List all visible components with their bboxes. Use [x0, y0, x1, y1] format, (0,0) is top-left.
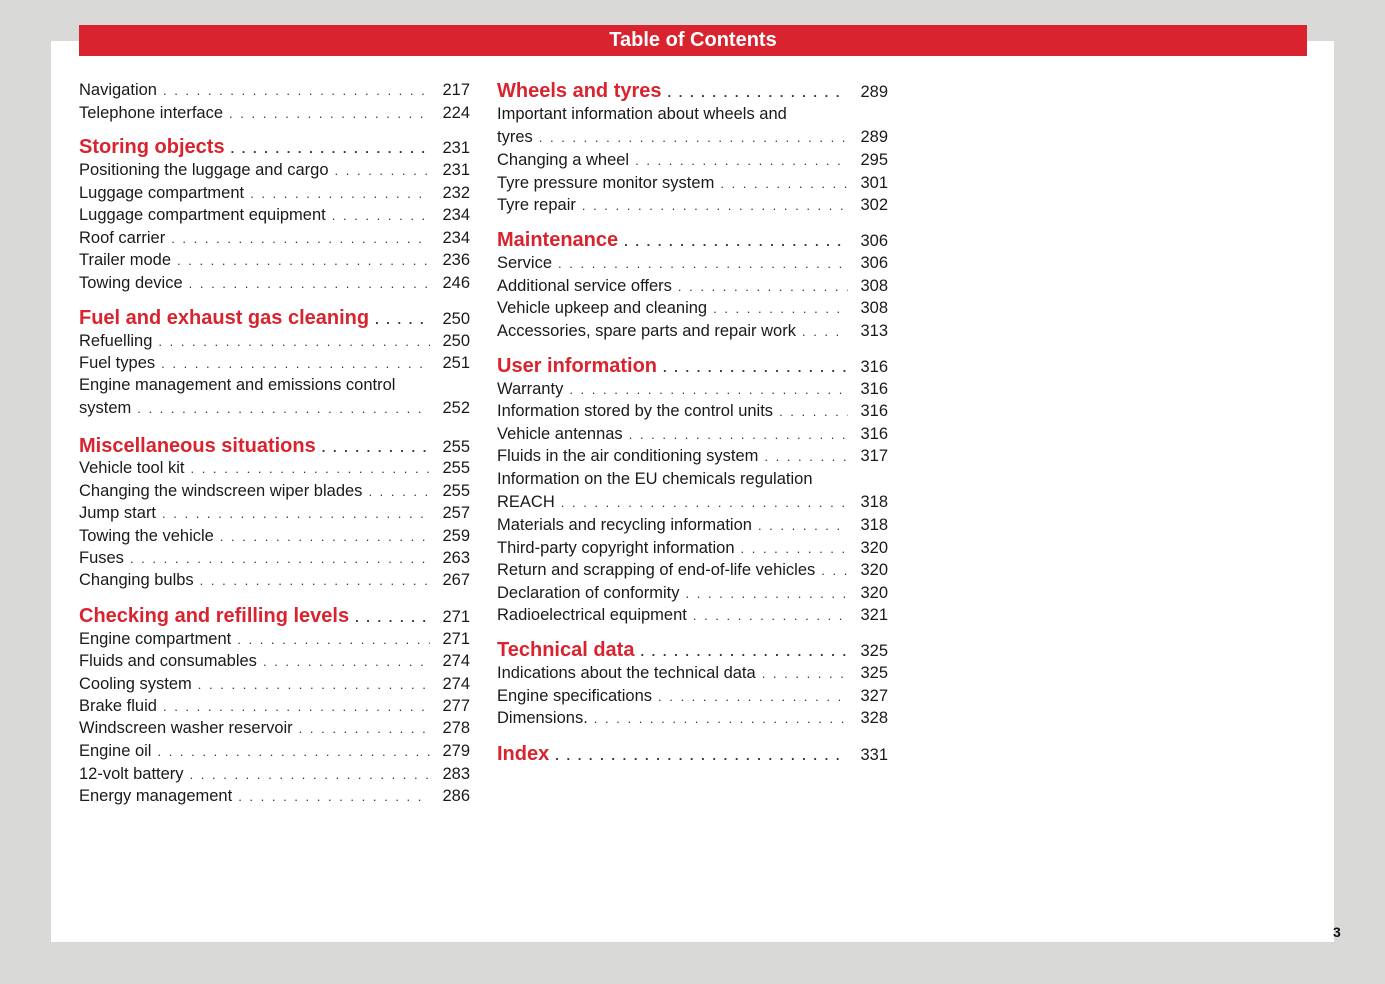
dot-leader [629, 423, 848, 446]
dot-leader [582, 194, 848, 217]
dot-leader [177, 249, 430, 272]
toc-entry[interactable] [497, 378, 888, 401]
toc-page-number: 274 [442, 675, 470, 693]
toc-page-number: 320 [860, 584, 888, 602]
toc-page-number: 327 [860, 687, 888, 705]
toc-entry-text: Accessories, spare parts and repair work [497, 322, 796, 340]
dot-leader [190, 763, 430, 786]
toc-entry-text: Radioelectrical equipment [497, 606, 687, 624]
toc-entry[interactable] [497, 604, 888, 627]
toc-entry[interactable] [79, 740, 470, 763]
toc-section-heading[interactable] [497, 77, 888, 105]
dot-leader [299, 717, 430, 740]
toc-entry-text: Brake fluid [79, 697, 157, 715]
dot-leader [802, 320, 848, 343]
toc-entry-text: Vehicle antennas [497, 425, 623, 443]
toc-heading-text: Fuel and exhaust gas cleaning [79, 307, 370, 329]
toc-heading-text: Miscellaneous situations [79, 435, 316, 457]
toc-page-number: 320 [860, 539, 888, 557]
toc-page-number: 289 [860, 128, 888, 146]
dot-leader [263, 650, 430, 673]
toc-page-number: 251 [442, 354, 470, 372]
toc-section-heading[interactable] [79, 602, 470, 630]
toc-entry[interactable] [79, 650, 470, 673]
toc-page-number: 316 [860, 402, 888, 420]
toc-entry[interactable] [497, 537, 888, 560]
toc-page-number: 231 [442, 161, 470, 179]
toc-section-heading[interactable] [497, 226, 888, 254]
dot-leader [594, 707, 848, 730]
toc-entry[interactable] [497, 103, 888, 150]
toc-page-number: 234 [442, 206, 470, 224]
toc-entry-text: Fuses [79, 549, 124, 567]
toc-entry-text: tyres [497, 128, 533, 146]
dot-leader [758, 514, 848, 537]
toc-entry[interactable] [79, 79, 470, 102]
toc-entry[interactable] [497, 582, 888, 605]
toc-entry-text: Service [497, 254, 553, 272]
toc-entry-text: Indications about the technical data [497, 664, 756, 682]
toc-page-number: 331 [860, 746, 888, 764]
toc-entry-text: Energy management [79, 787, 233, 805]
toc-entry[interactable] [79, 272, 470, 295]
toc-page-number: 316 [860, 358, 888, 376]
toc-section-heading[interactable] [79, 133, 470, 161]
toc-entry[interactable] [497, 707, 888, 730]
toc-entry-text: Windscreen washer reservoir [79, 719, 293, 737]
toc-entry[interactable] [497, 297, 888, 320]
toc-entry[interactable] [79, 227, 470, 250]
toc-entry[interactable] [79, 159, 470, 182]
dot-leader [229, 102, 430, 125]
toc-heading-text: Wheels and tyres [497, 80, 662, 102]
dot-leader [569, 378, 848, 401]
toc-entry-text: Fluids in the air conditioning system [497, 447, 759, 465]
toc-entry-text: Luggage compartment [79, 184, 245, 202]
toc-entry-text: Fluids and consumables [79, 652, 257, 670]
toc-page-number: 301 [860, 174, 888, 192]
toc-page-number: 286 [442, 787, 470, 805]
toc-section-heading[interactable] [497, 740, 888, 768]
toc-entry[interactable] [79, 480, 470, 503]
toc-page-number: 255 [442, 438, 470, 456]
dot-leader [162, 502, 430, 525]
toc-entry-text: Jump start [79, 504, 157, 522]
dot-leader [720, 172, 848, 195]
toc-entry[interactable] [497, 149, 888, 172]
toc-entry[interactable] [497, 559, 888, 582]
toc-entry-text: Cooling system [79, 675, 192, 693]
toc-entry-text: Refuelling [79, 332, 153, 350]
toc-entry[interactable] [497, 252, 888, 275]
toc-entry-text-line1: Information on the EU chemicals regulation [497, 470, 813, 488]
dot-leader [779, 400, 848, 423]
dot-leader [332, 204, 430, 227]
toc-entry[interactable] [497, 320, 888, 343]
toc-entry[interactable] [79, 102, 470, 125]
dot-leader [821, 559, 848, 582]
toc-title-bar: Table of Contents [79, 25, 1307, 56]
toc-entry[interactable] [79, 374, 470, 419]
dot-leader [158, 330, 430, 353]
dot-leader [558, 252, 848, 275]
toc-page-number: 263 [442, 549, 470, 567]
toc-entry-text: Engine compartment [79, 630, 232, 648]
toc-heading-text: Technical data [497, 639, 635, 661]
toc-heading-text: User information [497, 355, 658, 377]
dot-leader [368, 480, 430, 503]
toc-entry-text: Changing the windscreen wiper blades [79, 482, 363, 500]
toc-entry[interactable] [497, 514, 888, 537]
toc-entry[interactable] [79, 249, 470, 272]
dot-leader [741, 537, 848, 560]
toc-page-number: 232 [442, 184, 470, 202]
dot-leader [157, 740, 430, 763]
toc-page-number: 255 [442, 482, 470, 500]
toc-section-heading[interactable] [497, 636, 888, 664]
toc-entry[interactable] [79, 673, 470, 696]
toc-page-number: 283 [442, 765, 470, 783]
toc-entry-text: Declaration of conformity [497, 584, 680, 602]
dot-leader [163, 79, 430, 102]
toc-page-number: 325 [860, 664, 888, 682]
toc-page-number: 321 [860, 606, 888, 624]
toc-entry-text: Materials and recycling information [497, 516, 752, 534]
toc-entry[interactable] [79, 525, 470, 548]
toc-entry[interactable] [79, 785, 470, 808]
toc-page-number: 234 [442, 229, 470, 247]
dot-leader [198, 673, 430, 696]
toc-entry[interactable] [497, 685, 888, 708]
dot-leader [764, 445, 848, 468]
toc-entry-text: Changing bulbs [79, 571, 194, 589]
toc-page-number: 318 [860, 493, 888, 511]
dot-leader [335, 159, 430, 182]
toc-page-number: 257 [442, 504, 470, 522]
toc-page-number: 306 [860, 232, 888, 250]
toc-section-heading[interactable] [79, 432, 470, 460]
toc-heading-text: Index [497, 743, 550, 765]
toc-page-number: 328 [860, 709, 888, 727]
toc-page-number: 277 [442, 697, 470, 715]
toc-heading-text: Checking and refilling levels [79, 605, 350, 627]
toc-page-number: 308 [860, 299, 888, 317]
toc-entry[interactable] [79, 352, 470, 375]
toc-entry[interactable] [79, 182, 470, 205]
toc-page-number: 252 [442, 399, 470, 417]
toc-page-number: 278 [442, 719, 470, 737]
dot-leader [220, 525, 430, 548]
toc-entry-text: Additional service offers [497, 277, 672, 295]
toc-entry[interactable] [79, 695, 470, 718]
toc-page-number: 313 [860, 322, 888, 340]
toc-page-number: 271 [442, 608, 470, 626]
toc-entry-text: REACH [497, 493, 555, 511]
page-number: 3 [1333, 924, 1341, 940]
dot-leader [561, 491, 848, 514]
toc-page-number: 316 [860, 380, 888, 398]
toc-entry[interactable] [497, 194, 888, 217]
toc-page-number: 246 [442, 274, 470, 292]
dot-leader [200, 569, 430, 592]
dot-leader [555, 742, 848, 770]
toc-entry[interactable] [497, 400, 888, 423]
toc-page-number: 320 [860, 561, 888, 579]
toc-page-number: 318 [860, 516, 888, 534]
dot-leader [189, 272, 430, 295]
toc-heading-text: Maintenance [497, 229, 619, 251]
toc-entry[interactable] [79, 628, 470, 651]
toc-entry-text: Return and scrapping of end-of-life vehicles [497, 561, 816, 579]
toc-page-number: 231 [442, 139, 470, 157]
toc-entry-text: Towing the vehicle [79, 527, 214, 545]
dot-leader [237, 628, 430, 651]
toc-page-number: 255 [442, 459, 470, 477]
toc-page-number: 279 [442, 742, 470, 760]
dot-leader [163, 695, 430, 718]
toc-page-number: 295 [860, 151, 888, 169]
dot-leader [161, 352, 430, 375]
toc-heading-text: Storing objects [79, 136, 225, 158]
toc-entry-text: Roof carrier [79, 229, 166, 247]
toc-entry[interactable] [497, 662, 888, 685]
toc-entry-text: Towing device [79, 274, 183, 292]
toc-section-heading[interactable] [79, 304, 470, 332]
toc-entry-text: Luggage compartment equipment [79, 206, 326, 224]
dot-leader [762, 662, 848, 685]
dot-leader [686, 582, 849, 605]
toc-entry-text: Positioning the luggage and cargo [79, 161, 329, 179]
toc-entry-text: Tyre pressure monitor system [497, 174, 715, 192]
toc-entry[interactable] [497, 423, 888, 446]
toc-entry-text: Information stored by the control units [497, 402, 774, 420]
dot-leader [171, 227, 430, 250]
toc-entry[interactable] [79, 330, 470, 353]
toc-entry-text: 12-volt battery [79, 765, 184, 783]
toc-page-number: 224 [442, 104, 470, 122]
toc-page-number: 325 [860, 642, 888, 660]
toc-entry[interactable] [79, 204, 470, 227]
toc-entry-text: Vehicle tool kit [79, 459, 185, 477]
toc-page-number: 316 [860, 425, 888, 443]
toc-entry-text: system [79, 399, 132, 417]
toc-entry[interactable] [79, 717, 470, 740]
dot-leader [539, 126, 848, 149]
toc-page-number: 250 [442, 332, 470, 350]
dot-leader [130, 547, 430, 570]
toc-entry-text-line1: Important information about wheels and [497, 105, 787, 123]
toc-entry-text: Engine oil [79, 742, 152, 760]
toc-entry-text: Navigation [79, 81, 157, 99]
dot-leader [713, 297, 848, 320]
toc-section-heading[interactable] [497, 352, 888, 380]
toc-page-number: 308 [860, 277, 888, 295]
toc-entry[interactable] [79, 547, 470, 570]
dot-leader [238, 785, 430, 808]
toc-entry-text: Engine specifications [497, 687, 653, 705]
toc-entry-text: Changing a wheel [497, 151, 630, 169]
toc-entry[interactable] [79, 569, 470, 592]
toc-page-number: 289 [860, 83, 888, 101]
toc-page-number: 236 [442, 251, 470, 269]
toc-entry-text: Third-party copyright information [497, 539, 735, 557]
dot-leader [137, 397, 430, 420]
dot-leader [635, 149, 848, 172]
toc-entry-text: Tyre repair [497, 196, 576, 214]
toc-page-number: 274 [442, 652, 470, 670]
toc-entry[interactable] [497, 172, 888, 195]
toc-entry-text: Telephone interface [79, 104, 224, 122]
toc-page-number: 250 [442, 310, 470, 328]
toc-entry[interactable] [497, 445, 888, 468]
toc-page-number: 317 [860, 447, 888, 465]
toc-entry[interactable] [79, 457, 470, 480]
dot-leader [658, 685, 848, 708]
toc-page-number: 259 [442, 527, 470, 545]
toc-entry[interactable] [497, 468, 888, 515]
toc-page-number: 267 [442, 571, 470, 589]
toc-entry-text: Dimensions. [497, 709, 588, 727]
toc-entry[interactable] [497, 275, 888, 298]
toc-page-number: 271 [442, 630, 470, 648]
toc-entry[interactable] [79, 502, 470, 525]
toc-entry[interactable] [79, 763, 470, 786]
toc-entry-text: Warranty [497, 380, 564, 398]
toc-page-number: 217 [442, 81, 470, 99]
dot-leader [250, 182, 430, 205]
toc-entry-text-line1: Engine management and emissions control [79, 376, 396, 394]
toc-entry-text: Fuel types [79, 354, 156, 372]
toc-entry-text: Trailer mode [79, 251, 171, 269]
toc-page-number: 306 [860, 254, 888, 272]
toc-entry-text: Vehicle upkeep and cleaning [497, 299, 708, 317]
dot-leader [190, 457, 430, 480]
toc-page-number: 302 [860, 196, 888, 214]
dot-leader [678, 275, 848, 298]
dot-leader [693, 604, 848, 627]
